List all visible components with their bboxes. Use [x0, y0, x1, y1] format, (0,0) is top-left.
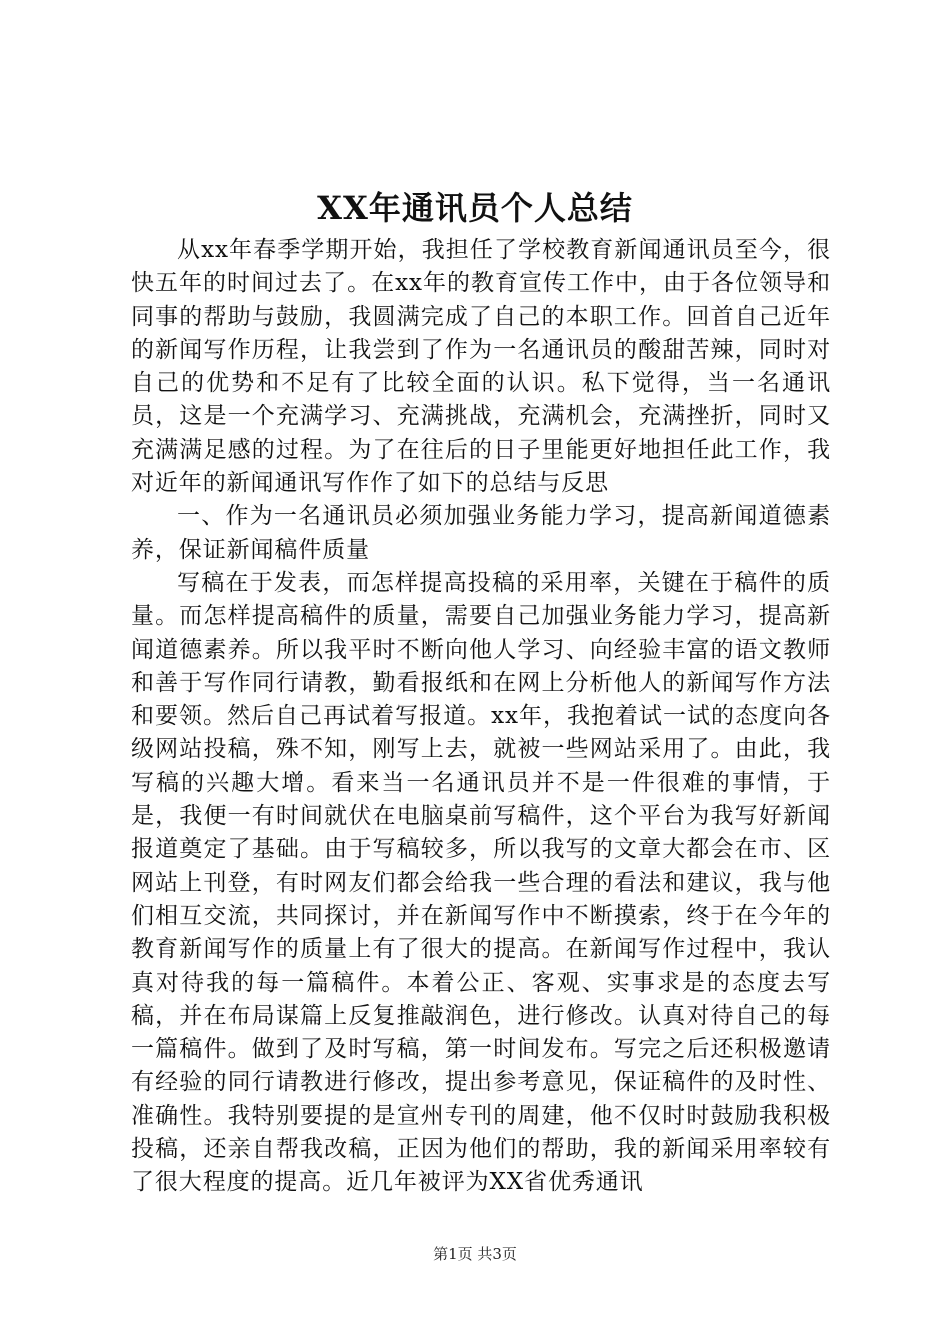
paragraph-heading-one: 一、作为一名通讯员必须加强业务能力学习，提高新闻道德素养，保证新闻稿件质量 [131, 503, 831, 563]
page-footer: 第1页 共3页 [433, 1245, 517, 1263]
document-body [131, 234, 831, 1200]
paragraph-writing: 写稿在于发表，而怎样提高投稿的采用率，关键在于稿件的质量。而怎样提高稿件的质量，需要自己加强业务能力学习，提高新闻道德素养。所以我平时不断向他人学习、向经验丰富的语文教师和善于写作同行请教，勤看报纸和在网上分析他人的新闻写作方法和要领。然后自己再试着写报道。xx年，我抱着试一试的态度向各级网站投稿，殊不知，刚写上去，就被一些网站采用了。由此，我写稿的兴趣大增。看来当一名通讯员并不是一件很难的事情，于是，我便一有时间就伏在电脑桌前写稿件，这个平台为我写好新闻报道奠定了基础。由于写稿较多，所以我写的文章大都会在市、区网站上刊登，有时网友们都会给我一些合理的看法和建议，我与他们相互交流，共同探讨，并在新闻写作中不断摸索，终于在今年的教育新闻写作的质量上有了很大的提高。在新闻写作过程中，我认真对待我的每一篇稿件。本着公正、客观、实事求是的态度去写稿，并在布局谋篇上反复推敲润色，进行修改。认真对待自己的每一篇稿件。做到了及时写稿，第一时间发布。写完之后还积极邀请有经验的同行请教进行修改，提出参考意见，保证稿件的及时性、准确性。我特别要提的是宣州专刊的周建，他不仅时时鼓励我积极投稿，还亲自帮我改稿，正因为他们的帮助，我的新闻采用率较有了很大程度的提高。近几年被评为XX省优秀通讯 [131, 569, 831, 1196]
document-title: XX年通讯员个人总结 [317, 189, 633, 227]
paragraph-intro: 从xx年春季学期开始，我担任了学校教育新闻通讯员至今，很快五年的时间过去了。在xx年的教育宣传工作中，由于各位领导和同事的帮助与鼓励，我圆满完成了自己的本职工作。回首自己近年的新闻写作历程，让我尝到了作为一名通讯员的酸甜苦辣，同时对自己的优势和不足有了比较全面的认识。私下觉得，当一名通讯员，这是一个充满学习、充满挑战，充满机会，充满挫折，同时又充满满足感的过程。为了在往后的日子里能更好地担任此工作，我对近年的新闻通讯写作作了如下的总结与反思 [131, 237, 831, 497]
